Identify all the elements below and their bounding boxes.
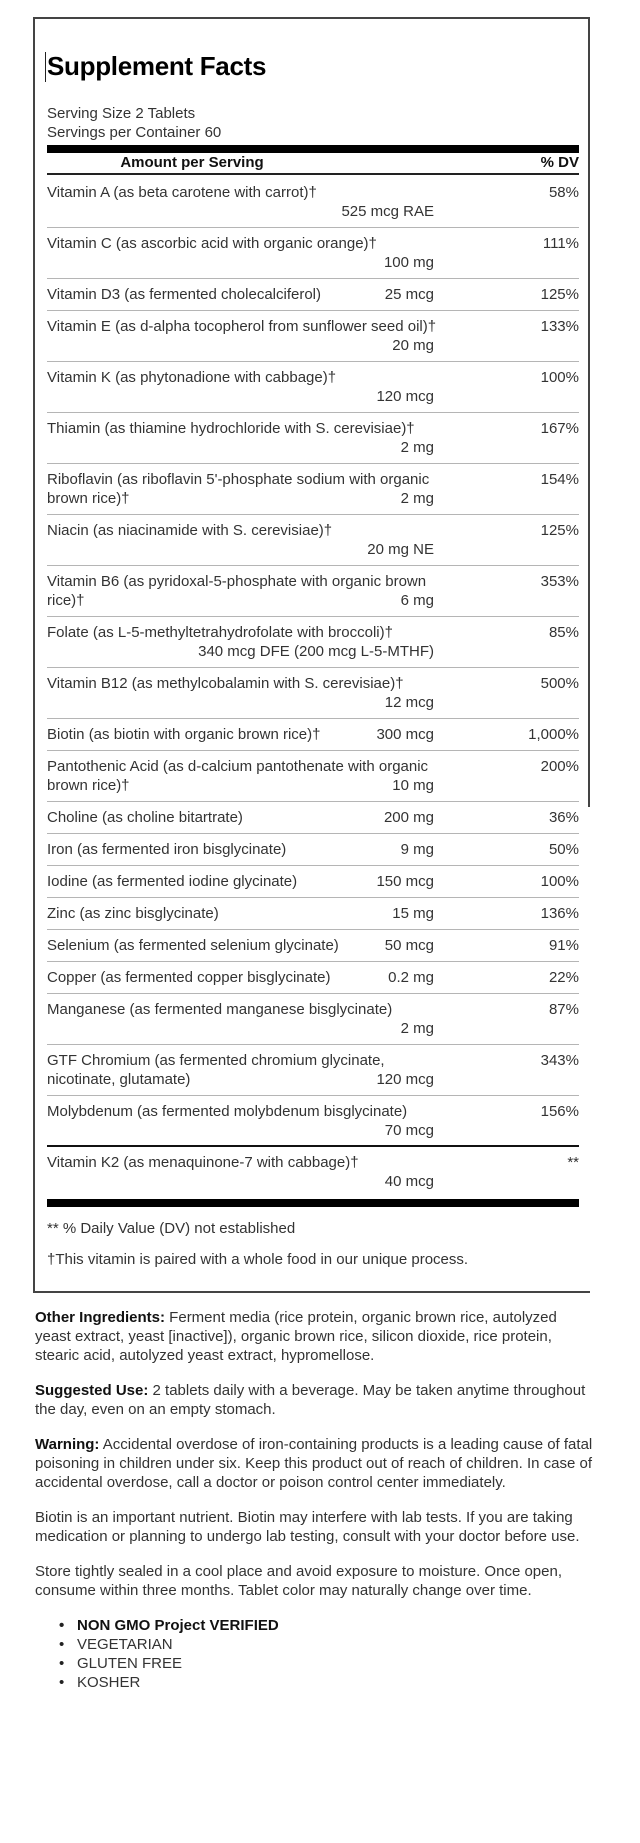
table-row [47,668,579,719]
servings-per-container: Servings per Container 60 [47,124,222,141]
nutrient-name: Thiamin (as thiamine hydrochloride with S. cerevisiae)† [47,420,415,437]
nutrient-amount: 6 mg [400,592,434,609]
table-row [47,930,579,962]
nutrient-name: Molybdenum (as fermented molybdenum bisglycinate) [47,1103,408,1120]
nutrient-amount: 200 mg [383,809,434,826]
warning [35,1435,595,1492]
nutrient-amount: 2 mg [400,439,434,456]
nutrient-dv: 154% [540,471,579,488]
suggested-use-text: 2 tablets daily with a beverage. May be taken anytime throughout the day, even on an empty stomach. [35,1382,586,1418]
table-row [47,228,579,279]
table-row [47,866,579,898]
nutrient-amount: 10 mg [392,777,434,794]
nutrient-amount: 340 mcg DFE (200 mcg L-5-MTHF) [198,643,434,660]
table-row [47,515,579,566]
nutrient-amount: 150 mcg [376,873,434,890]
nutrient-amount: 50 mcg [384,937,434,954]
table-row [47,566,579,617]
nutrient-name: Vitamin A (as beta carotene with carrot)† [47,184,317,201]
nutrient-dv: 156% [540,1103,579,1120]
nutrient-amount: 9 mg [400,841,434,858]
serving-info [47,104,221,142]
nutrient-amount: 25 mcg [384,286,434,303]
table-row [47,994,579,1045]
nutrient-amount: 70 mcg [384,1122,434,1139]
nutrient-dv: 100% [540,873,579,890]
footnote-dagger: †This vitamin is paired with a whole food in our unique process. [47,1251,469,1268]
table-row [47,802,579,834]
nutrient-amount: 120 mcg [376,388,434,405]
table-row [47,362,579,413]
nutrient-dv: 22% [548,969,579,986]
badge-gluten-free: • GLUTEN FREE [59,1654,595,1673]
table-row [47,1096,579,1147]
biotin-note: Biotin is an important nutrient. Biotin may interfere with lab tests. If you are taking medication or planning to undergo lab testing, consult with your doctor before use. [35,1509,580,1545]
nutrient-name: Choline (as choline bitartrate) [47,809,243,826]
panel-right-border [588,17,590,807]
nutrient-amount: 100 mg [383,254,434,271]
header-amount-per-serving: Amount per Serving [120,154,264,171]
nutrient-amount: 20 mg NE [367,541,434,558]
nutrient-dv: 500% [540,675,579,692]
nutrient-name: Vitamin B12 (as methylcobalamin with S. cerevisiae)† [47,675,404,692]
table-row [47,751,579,802]
nutrient-amount: 40 mcg [384,1173,434,1190]
nutrient-name: Folate (as L-5-methyltetrahydrofolate with broccoli)† [47,624,393,641]
table-row [47,464,579,515]
nutrient-amount: 120 mcg [376,1071,434,1088]
table-row [47,1045,579,1096]
nutrient-dv: 85% [548,624,579,641]
table-row [47,311,579,362]
nutrient-amount: 2 mg [400,490,434,507]
storage-note: Store tightly sealed in a cool place and avoid exposure to moisture. Once open, consume within three months. Tablet color may naturally change over time. [35,1563,562,1599]
table-row [47,719,579,751]
badge-vegetarian: • VEGETARIAN [59,1635,595,1654]
nutrient-name: Zinc (as zinc bisglycinate) [47,905,219,922]
certification-list [59,1616,595,1692]
nutrient-amount: 2 mg [400,1020,434,1037]
nutrient-name: Pantothenic Acid (as d-calcium pantothenate with organic brown rice)† [47,758,429,794]
thick-divider [47,145,579,153]
nutrient-amount: 15 mg [392,905,434,922]
serving-size: Serving Size 2 Tablets [47,105,196,122]
suggested-use-label: Suggested Use: [35,1382,149,1399]
badge-kosher: • KOSHER [59,1673,595,1692]
table-row [47,177,579,228]
table-row [47,962,579,994]
table-row [47,898,579,930]
nutrient-name: Copper (as fermented copper bisglycinate) [47,969,331,986]
nutrient-dv: 125% [540,286,579,303]
nutrient-name: Selenium (as fermented selenium glycinate) [47,937,339,954]
table-row [47,279,579,311]
nutrient-name: Niacin (as niacinamide with S. cerevisiae)† [47,522,333,539]
nutrient-name: Vitamin K2 (as menaquinone-7 with cabbage)† [47,1154,359,1171]
product-details [35,1308,595,1692]
nutrient-dv: 91% [548,937,579,954]
warning-text: Accidental overdose of iron-containing products is a leading cause of fatal poisoning in children under six. Keep this product out of reach of children. In case of accidental overdose, call a doctor or poison control center immediately. [35,1436,593,1491]
nutrient-name: Iodine (as fermented iodine glycinate) [47,873,298,890]
other-ingredients [35,1308,595,1365]
nutrient-dv: ** [567,1154,579,1171]
nutrient-dv: 167% [540,420,579,437]
nutrient-dv: 58% [548,184,579,201]
nutrient-dv: 36% [548,809,579,826]
nutrient-dv: 200% [540,758,579,775]
nutrient-dv: 1,000% [528,726,579,743]
badge-non-gmo: • NON GMO Project VERIFIED [59,1616,595,1635]
nutrient-name: Vitamin B6 (as pyridoxal-5-phosphate with organic brown rice)† [47,573,427,609]
nutrient-dv: 100% [540,369,579,386]
nutrient-name: Iron (as fermented iron bisglycinate) [47,841,287,858]
nutrient-name: Vitamin K (as phytonadione with cabbage)† [47,369,337,386]
nutrient-dv: 111% [542,235,579,252]
nutrient-table [47,177,579,1269]
nutrient-name: Manganese (as fermented manganese bisglycinate) [47,1001,393,1018]
nutrient-name: Vitamin C (as ascorbic acid with organic orange)† [47,235,377,252]
nutrient-dv: 343% [540,1052,579,1069]
table-header [47,154,579,175]
nutrient-name: Biotin (as biotin with organic brown rice)† [47,726,321,743]
suggested-use [35,1381,595,1419]
nutrient-dv: 133% [540,318,579,335]
table-row [47,834,579,866]
supplement-facts-panel [33,17,590,1293]
other-ingredients-text: Ferment media (rice protein, organic brown rice, autolyzed yeast extract, yeast [inactive]), organic brown rice, silicon dioxide, rice protein, stearic acid, autolyzed yeast extract, hypromellose. [35,1309,557,1364]
warning-label: Warning: [35,1436,100,1453]
table-row-vitamin-k2 [47,1147,579,1199]
nutrient-dv: 353% [540,573,579,590]
panel-title: Supplement Facts [47,51,267,81]
nutrient-name: Vitamin D3 (as fermented cholecalciferol) [47,286,322,303]
nutrient-amount: 0.2 mg [388,969,434,986]
nutrient-amount: 12 mcg [384,694,434,711]
nutrient-amount: 525 mcg RAE [341,203,434,220]
nutrient-dv: 50% [548,841,579,858]
nutrient-amount: 300 mcg [376,726,434,743]
nutrient-name: GTF Chromium (as fermented chromium glycinate, nicotinate, glutamate) [47,1052,385,1088]
text-cursor [45,52,46,82]
table-row [47,413,579,464]
thick-divider [47,1199,579,1207]
nutrient-name: Riboflavin (as riboflavin 5'-phosphate sodium with organic brown rice)† [47,471,430,507]
nutrient-amount: 20 mg [392,337,434,354]
table-row [47,617,579,668]
nutrient-dv: 136% [540,905,579,922]
nutrient-dv: 125% [540,522,579,539]
header-daily-value: % DV [540,154,579,171]
other-ingredients-label: Other Ingredients: [35,1309,166,1326]
nutrient-dv: 87% [548,1001,579,1018]
nutrient-name: Vitamin E (as d-alpha tocopherol from sunflower seed oil)† [47,318,437,335]
footnote-dv-not-established: ** % Daily Value (DV) not established [47,1220,296,1237]
